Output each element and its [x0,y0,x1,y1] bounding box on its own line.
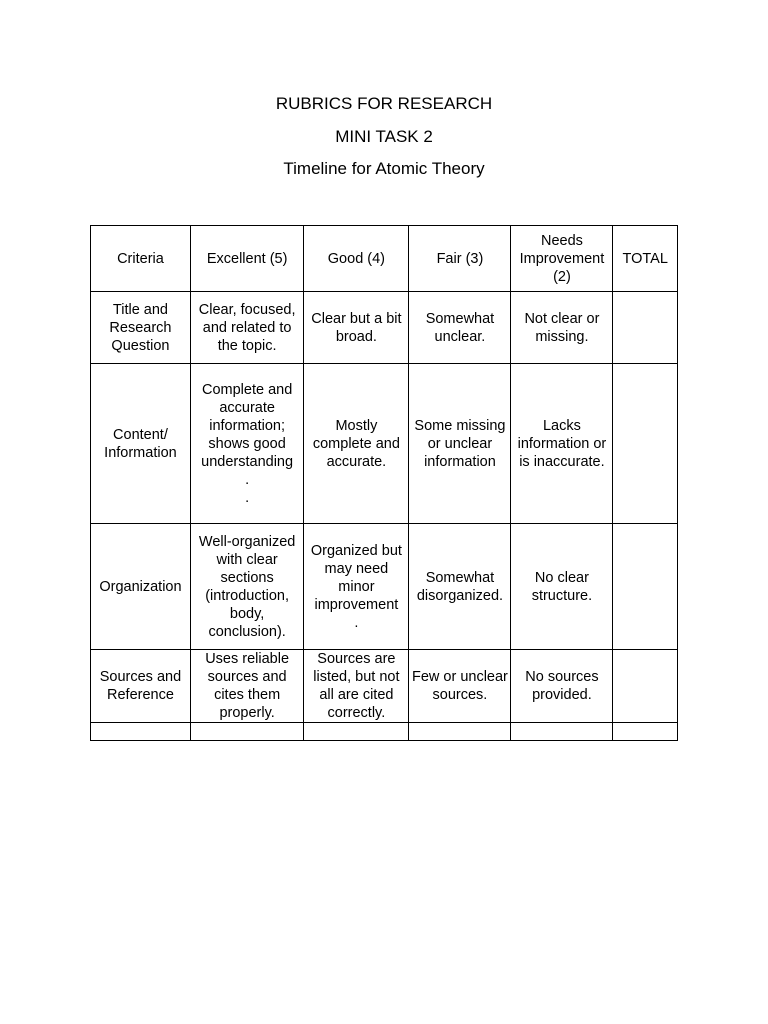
needs-improvement-cell: Lacks information or is inaccurate. [511,364,613,524]
fair-cell [409,723,511,741]
total-cell [613,524,678,650]
header-fair: Fair (3) [409,226,511,292]
total-cell [613,650,678,723]
rubric-table [90,225,678,741]
table-row-empty [91,723,678,741]
table-row [91,364,678,524]
criteria-cell: Organization [91,524,191,650]
document-topic: Timeline for Atomic Theory [283,159,485,178]
document-subtitle: MINI TASK 2 [335,127,433,146]
excellent-cell: Uses reliable sources and cites them properly. [190,650,303,723]
excellent-cell: Clear, focused, and related to the topic. [190,292,303,364]
needs-improvement-cell: Not clear or missing. [511,292,613,364]
table-row [91,650,678,723]
header-criteria: Criteria [91,226,191,292]
header-total: TOTAL [613,226,678,292]
needs-improvement-cell: No clear structure. [511,524,613,650]
criteria-cell: Content/ Information [91,364,191,524]
total-cell [613,292,678,364]
table-row [91,524,678,650]
criteria-cell [91,723,191,741]
fair-cell: Somewhat disorganized. [409,524,511,650]
needs-improvement-cell [511,723,613,741]
criteria-cell: Title and Research Question [91,292,191,364]
good-cell [304,723,409,741]
criteria-cell: Sources and Reference [91,650,191,723]
total-cell [613,364,678,524]
needs-improvement-cell: No sources provided. [511,650,613,723]
excellent-cell [190,723,303,741]
fair-cell: Somewhat unclear. [409,292,511,364]
table-header-row [91,226,678,292]
excellent-cell: Well-organized with clear sections (introduction, body, conclusion). [190,524,303,650]
good-cell: Sources are listed, but not all are cited correctly. [304,650,409,723]
total-cell [613,723,678,741]
excellent-cell: Complete and accurate information; shows good understanding . . [190,364,303,524]
header-good: Good (4) [304,226,409,292]
fair-cell: Few or unclear sources. [409,650,511,723]
good-cell: Mostly complete and accurate. [304,364,409,524]
fair-cell: Some missing or unclear information [409,364,511,524]
table-row [91,292,678,364]
good-cell: Organized but may need minor improvement . [304,524,409,650]
header-excellent: Excellent (5) [190,226,303,292]
good-cell: Clear but a bit broad. [304,292,409,364]
header-needs-improvement: Needs Improvement (2) [511,226,613,292]
document-title: RUBRICS FOR RESEARCH [275,94,493,113]
